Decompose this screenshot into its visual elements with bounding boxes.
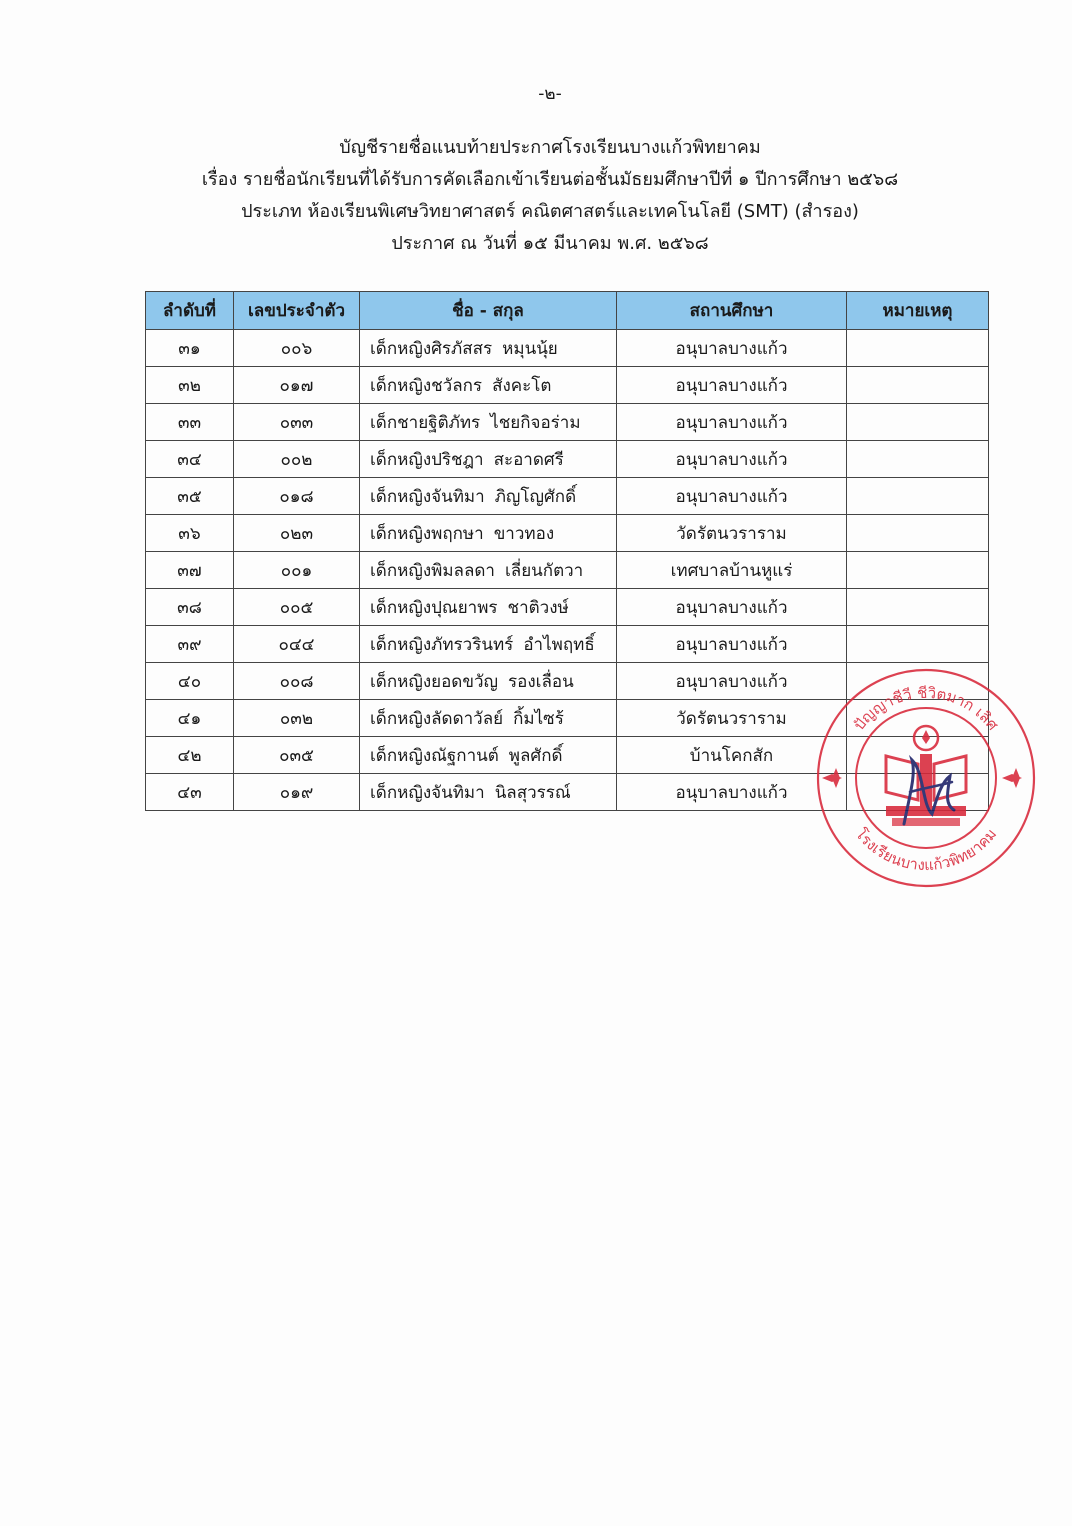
cell-school: อนุบาลบางแก้ว: [617, 478, 847, 515]
cell-student-id: ๐๐๒: [234, 441, 360, 478]
last-name: เลี่ยนกัตวา: [504, 560, 584, 581]
cell-student-id: ๐๑๙: [234, 774, 360, 811]
first-name: เด็กหญิงภัทรวรินทร์: [370, 634, 514, 655]
first-name: เด็กหญิงพฤกษา: [370, 523, 484, 544]
table-row: [146, 626, 989, 663]
cell-student-id: ๐๓๕: [234, 737, 360, 774]
cell-seq: ๔๓: [146, 774, 234, 811]
cell-student-id: ๐๐๑: [234, 552, 360, 589]
table-row: [146, 737, 989, 774]
cell-note: [847, 515, 989, 552]
cell-full-name: [360, 515, 617, 552]
table-row: [146, 478, 989, 515]
cell-seq: ๓๒: [146, 367, 234, 404]
first-name: เด็กหญิงศิรภัสสร: [370, 338, 493, 359]
cell-student-id: ๐๓๓: [234, 404, 360, 441]
cell-full-name: [360, 367, 617, 404]
cell-note: [847, 478, 989, 515]
cell-note: [847, 663, 989, 700]
cell-note: [847, 441, 989, 478]
cell-school: อนุบาลบางแก้ว: [617, 367, 847, 404]
last-name: นิลสุวรรณ์: [494, 782, 571, 803]
table-row: [146, 515, 989, 552]
cell-student-id: ๐๓๒: [234, 700, 360, 737]
seal-top-text: ปัญญาชีวี ชีวิตมาก เลิศ: [850, 683, 1002, 734]
last-name: รองเลื่อน: [508, 671, 574, 692]
last-name: หมุนนุ้ย: [502, 338, 558, 359]
table-header-row: [146, 292, 989, 330]
cell-seq: ๓๔: [146, 441, 234, 478]
table-row: [146, 367, 989, 404]
first-name: เด็กหญิงพิมลลดา: [370, 560, 495, 581]
cell-seq: ๔๑: [146, 700, 234, 737]
announcement-header: [0, 132, 1072, 260]
column-header-id: เลขประจำตัว: [234, 292, 360, 330]
cell-full-name: [360, 330, 617, 367]
table-row: [146, 663, 989, 700]
column-header-school: สถานศึกษา: [617, 292, 847, 330]
header-line-title: บัญชีรายชื่อแนบท้ายประกาศโรงเรียนบางแก้วพิทยาคม: [339, 137, 761, 158]
seal-star-icon-right: [1002, 768, 1022, 788]
last-name: อำไพฤทธิ์: [523, 634, 595, 655]
page-number: -๒-: [538, 84, 562, 104]
first-name: เด็กหญิงลัดดาวัลย์: [370, 708, 504, 729]
cell-full-name: [360, 700, 617, 737]
cell-student-id: ๐๐๖: [234, 330, 360, 367]
cell-full-name: [360, 774, 617, 811]
cell-school: วัดรัตนวราราม: [617, 700, 847, 737]
table-row: [146, 700, 989, 737]
cell-note: [847, 737, 989, 774]
seal-bottom-text: โรงเรียนบางแก้วพิทยาคม: [851, 825, 1001, 875]
cell-full-name: [360, 663, 617, 700]
cell-student-id: ๐๐๘: [234, 663, 360, 700]
cell-student-id: ๐๑๗: [234, 367, 360, 404]
cell-note: [847, 700, 989, 737]
first-name: เด็กหญิงจันทิมา: [370, 486, 485, 507]
table-body: [146, 330, 989, 811]
cell-seq: ๓๘: [146, 589, 234, 626]
cell-full-name: [360, 552, 617, 589]
cell-seq: ๓๑: [146, 330, 234, 367]
table-row: [146, 774, 989, 811]
first-name: เด็กหญิงปริชฎา: [370, 449, 484, 470]
cell-student-id: ๐๔๔: [234, 626, 360, 663]
cell-student-id: ๐๑๘: [234, 478, 360, 515]
cell-school: อนุบาลบางแก้ว: [617, 589, 847, 626]
student-roster-table: [145, 291, 989, 811]
cell-school: อนุบาลบางแก้ว: [617, 404, 847, 441]
cell-full-name: [360, 589, 617, 626]
cell-seq: ๔๐: [146, 663, 234, 700]
table-row: [146, 404, 989, 441]
cell-school: อนุบาลบางแก้ว: [617, 441, 847, 478]
cell-school: อนุบาลบางแก้ว: [617, 663, 847, 700]
first-name: เด็กชายฐิติภัทร: [370, 412, 481, 433]
first-name: เด็กหญิงชวัลกร: [370, 375, 483, 396]
cell-seq: ๓๓: [146, 404, 234, 441]
column-header-note: หมายเหตุ: [847, 292, 989, 330]
table-row: [146, 441, 989, 478]
last-name: กิ้มไซร้: [513, 708, 564, 729]
last-name: ไชยกิจอร่าม: [490, 412, 581, 433]
cell-student-id: ๐๒๓: [234, 515, 360, 552]
column-header-seq: ลำดับที่: [146, 292, 234, 330]
cell-school: เทศบาลบ้านหูแร่: [617, 552, 847, 589]
cell-seq: ๓๙: [146, 626, 234, 663]
cell-seq: ๓๕: [146, 478, 234, 515]
cell-full-name: [360, 441, 617, 478]
last-name: พูลศักดิ์: [508, 745, 563, 766]
table-row: [146, 589, 989, 626]
cell-seq: ๓๗: [146, 552, 234, 589]
cell-school: บ้านโคกสัก: [617, 737, 847, 774]
header-line-category: ประเภท ห้องเรียนพิเศษวิทยาศาสตร์ คณิตศาสตร์และเทคโนโลยี (SMT) (สำรอง): [241, 201, 859, 222]
cell-school: วัดรัตนวราราม: [617, 515, 847, 552]
first-name: เด็กหญิงยอดขวัญ: [370, 671, 498, 692]
cell-school: อนุบาลบางแก้ว: [617, 774, 847, 811]
cell-note: [847, 404, 989, 441]
cell-student-id: ๐๐๕: [234, 589, 360, 626]
cell-full-name: [360, 626, 617, 663]
table-row: [146, 552, 989, 589]
table-row: [146, 330, 989, 367]
header-line-subject: เรื่อง รายชื่อนักเรียนที่ได้รับการคัดเลือกเข้าเรียนต่อชั้นมัธยมศึกษาปีที่ ๑ ปีการศึกษา ๒๕๖๘: [201, 169, 899, 190]
first-name: เด็กหญิงปุณยาพร: [370, 597, 498, 618]
cell-note: [847, 774, 989, 811]
cell-full-name: [360, 737, 617, 774]
header-line-date: ประกาศ ณ วันที่ ๑๕ มีนาคม พ.ศ. ๒๕๖๘: [391, 233, 709, 254]
last-name: สังคะโต: [492, 375, 552, 396]
cell-full-name: [360, 404, 617, 441]
cell-note: [847, 330, 989, 367]
column-header-name: ชื่อ - สกุล: [360, 292, 617, 330]
cell-school: อนุบาลบางแก้ว: [617, 330, 847, 367]
last-name: ชาติวงษ์: [507, 597, 569, 618]
first-name: เด็กหญิงจันทิมา: [370, 782, 485, 803]
last-name: ขาวทอง: [493, 523, 555, 544]
first-name: เด็กหญิงณัฐกานต์: [370, 745, 499, 766]
cell-note: [847, 626, 989, 663]
cell-school: อนุบาลบางแก้ว: [617, 626, 847, 663]
cell-note: [847, 589, 989, 626]
cell-seq: ๓๖: [146, 515, 234, 552]
cell-note: [847, 367, 989, 404]
cell-seq: ๔๒: [146, 737, 234, 774]
last-name: สะอาดศรี: [493, 449, 564, 470]
cell-full-name: [360, 478, 617, 515]
cell-note: [847, 552, 989, 589]
last-name: ภิญโญศักดิ์: [494, 486, 577, 507]
